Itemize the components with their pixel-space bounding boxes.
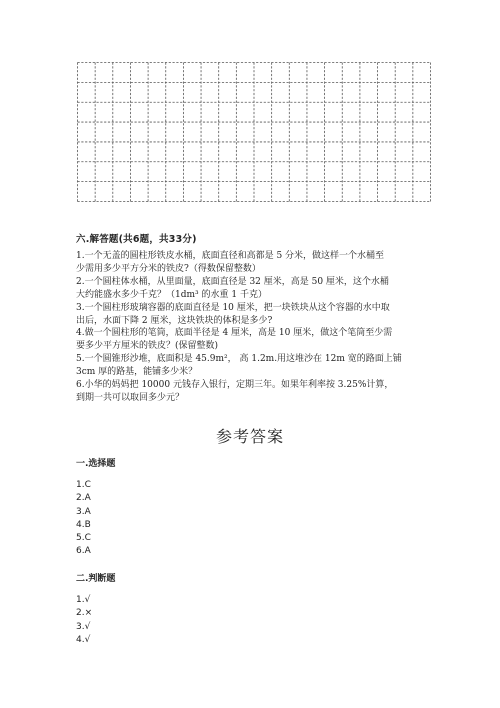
choice-section-title: 一.选择题 <box>76 459 116 469</box>
judge-answer-3: 3.√ <box>76 621 91 632</box>
choice-answer-4: 4.B <box>76 519 91 530</box>
problem-6-line-1: 6.小华的妈妈把 10000 元钱存入银行，定期三年。如果年利率按 3.25%计算， <box>76 380 394 391</box>
problem-5-line-1: 5.一个圆锥形沙堆，底面积是 45.9m²， 高 1.2m.用这堆沙在 12m 宽的路面上铺 <box>76 354 402 365</box>
problem-list <box>76 250 436 405</box>
choice-answer-6: 6.A <box>76 546 91 557</box>
section-six-title: 六.解答题(共6题，共33分) <box>76 234 197 245</box>
judge-section-title: 二.判断题 <box>76 574 116 584</box>
problem-5-line-2: 3cm 厚的路基，能铺多少米？ <box>76 367 198 378</box>
problem-6-line-2: 到期一共可以取回多少元？ <box>76 392 185 403</box>
choice-answer-5: 5.C <box>76 533 91 544</box>
choice-answer-list <box>76 479 91 559</box>
choice-answer-2: 2.A <box>76 493 91 504</box>
problem-3-line-1: 3.一个圆柱形玻璃容器的底面直径是 10 厘米，把一块铁块从这个容器的水中取 <box>76 302 390 313</box>
judge-answer-list <box>76 594 92 647</box>
problem-4-line-1: 4.做一个圆柱形的笔筒，底面半径是 4 厘米，高是 10 厘米，做这个笔筒至少需 <box>76 328 393 339</box>
problem-1-line-1: 1.一个无盖的圆柱形铁皮水桶，底面直径和高都是 5 分米，做这样一个水桶至 <box>76 251 385 261</box>
choice-answer-1: 1.C <box>76 480 91 490</box>
problem-1-line-2: 少需用多少平方分米的铁皮?（得数保留整数） <box>76 263 261 274</box>
problem-2-line-2: 大约能盛水多少千克？（1dm³ 的水重 1 千克） <box>76 289 267 300</box>
problem-2-line-1: 2.一个圆柱体水桶，从里面量，底面直径是 32 厘米，高是 50 厘米，这个水桶 <box>76 276 389 287</box>
problem-4-line-2: 要多少平方厘米的铁皮？(保留整数) <box>76 341 219 352</box>
judge-answer-1: 1.√ <box>76 595 91 605</box>
judge-answer-2: 2.× <box>76 608 93 619</box>
choice-answer-3: 3.A <box>76 506 91 517</box>
judge-answer-4: 4.√ <box>76 634 91 645</box>
writing-grid-lines <box>77 62 431 202</box>
problem-3-line-2: 出后，水面下降 2 厘米，这块铁块的体积是多少? <box>76 315 273 326</box>
writing-grid <box>77 62 431 202</box>
answer-key-title: 参考答案 <box>215 427 284 446</box>
